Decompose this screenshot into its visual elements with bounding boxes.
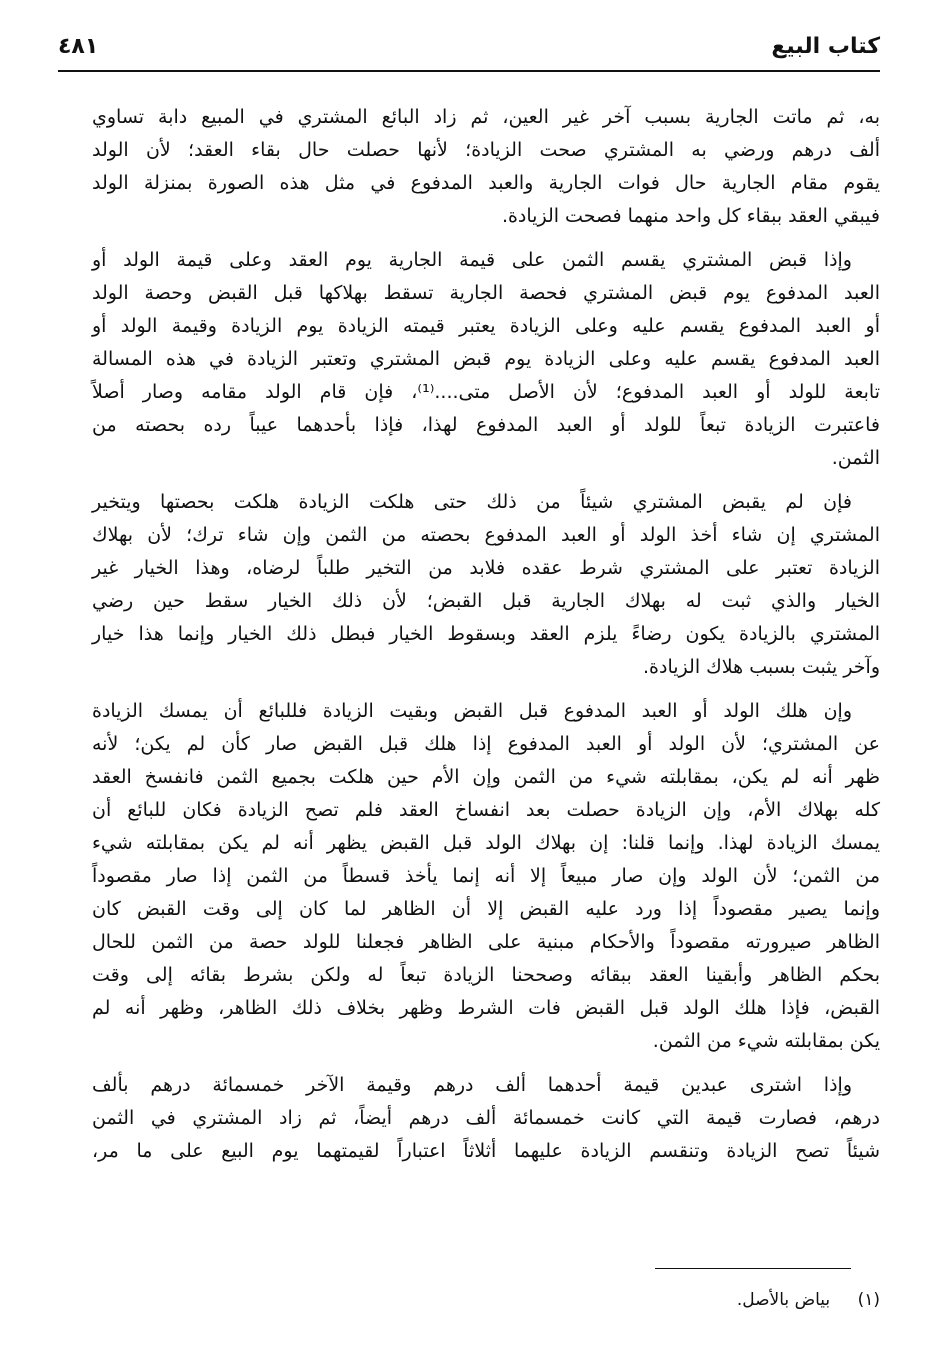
text-line: من الثمن؛ لأن الولد وإن صار مبيعاً إلا أنه إنما يأخذ قسطاً من الثمن إذا صار مقصوداً xyxy=(92,865,880,887)
text-line: يمسك الزيادة لهذا. وإنما قلنا: إن بهلاك الولد قبل القبض يظهر أنه لم يكن بمقابلته شيء xyxy=(92,832,880,854)
text-line: الثمن. xyxy=(831,447,880,469)
text-line: عن المشتري؛ لأن الولد أو العبد المدفوع إذا هلك قبل القبض صار كأن لم يكن؛ لأنه xyxy=(92,733,880,755)
header-rule xyxy=(58,70,880,72)
paragraph xyxy=(92,244,880,475)
text-line: المشتري إن شاء أخذ الولد أو العبد المدفوع بحصته من الثمن وإن شاء ترك؛ لأن بهلاك xyxy=(92,524,880,546)
text-line: درهم، فصارت قيمة التي كانت خمسمائة ألف درهم أيضاً، ثم زاد المشتري في الثمن xyxy=(92,1107,880,1129)
text-line: بحكم الظاهر وأبقينا العقد ببقائه وصححنا الزيادة تبعاً له ولكن بشرط بقائه إلى وقت xyxy=(92,964,880,986)
paragraph xyxy=(92,695,880,1058)
text-line: أو العبد المدفوع يقسم عليه وعلى الزيادة يعتبر قيمته الزيادة يوم الزيادة وقيمة الولد أو xyxy=(92,315,880,337)
text-line: فاعتبرت الزيادة تبعاً للولد أو العبد المدفوع لهذا، فإذا بأحدهما عيباً رده بحصته من xyxy=(92,414,880,436)
text-line: كله بهلاك الأم، وإن الزيادة حصلت بعد انفساخ العقد فلم تصح الزيادة فكان للبائع أن xyxy=(92,799,880,821)
footnote xyxy=(737,1290,880,1310)
text-line: المشتري بالزيادة يكون رضاءً يلزم العقد وبسقوط الخيار فبطل ذلك الخيار وإنما هذا خيار xyxy=(92,623,880,645)
footnote-marker: (١) xyxy=(857,1290,880,1310)
text-line: وإذا اشترى عبدين قيمة أحدهما ألف درهم وقيمة الآخر خمسمائة درهم بألف xyxy=(92,1074,852,1096)
text-line: يقوم مقام الجارية حال فوات الجارية والعبد المدفوع في مثل هذه الصورة بمنزلة الولد xyxy=(92,172,880,194)
text-line: وإنما يصير مقصوداً إذا ورد عليه القبض إلا أن الظاهر لما كان إلى وقت القبض كان xyxy=(92,898,880,920)
text-line: ألف درهم ورضي به المشتري صحت الزيادة؛ لأنها حصلت حال بقاء العقد؛ لأن الولد xyxy=(92,139,880,161)
text-line: شيئاً تصح الزيادة وتنقسم الزيادة عليهما أثلاثاً اعتباراً لقيمتهما يوم البيع على ما مر، xyxy=(92,1140,880,1162)
running-header xyxy=(58,28,880,70)
text-line: العبد المدفوع يوم قبض المشتري فحصة الجارية تسقط بهلاكها قبل القبض وحصة الولد xyxy=(92,282,880,304)
text-line: العبد المدفوع يقسم عليه وعلى الزيادة يوم قبض المشتري وتعتبر الزيادة في هذه المسالة xyxy=(92,348,880,370)
main-text xyxy=(92,101,880,1179)
text-line: وإذا قبض المشتري يقسم الثمن على قيمة الجارية يوم العقد وعلى قيمة الولد أو xyxy=(92,249,852,271)
footnote-rule xyxy=(655,1268,851,1269)
paragraph xyxy=(92,101,880,233)
text-line: الظاهر صيرورته مقصوداً والأحكام مبنية على الظاهر فجعلنا للولد حصة من الثمن للحال xyxy=(92,931,880,953)
paragraph xyxy=(92,1069,880,1168)
text-line: وإن هلك الولد أو العبد المدفوع قبل القبض وبقيت الزيادة فللبائع أن يمسك الزيادة xyxy=(92,700,852,722)
footnote-text: بياض بالأصل. xyxy=(736,1290,831,1310)
text-line: يكن بمقابلته شيء من الثمن. xyxy=(652,1030,880,1052)
paragraph xyxy=(92,486,880,684)
text-line: تابعة للولد أو العبد المدفوع؛ لأن الأصل متى....⁽¹⁾، فإن قام الولد مقامه وصار أصلاً xyxy=(92,381,881,403)
text-line: الزيادة تعتبر على المشتري شرط عقده فلابد من التخير طلباً لرضاه، وهذا الخيار غير xyxy=(92,557,880,579)
chapter-title: كتاب البيع xyxy=(771,34,880,59)
text-line: وآخر يثبت بسبب هلاك الزيادة. xyxy=(643,656,880,678)
text-line: الخيار والذي ثبت له بهلاك الجارية قبل القبض؛ لأن ذلك الخيار سقط حين رضي xyxy=(92,590,880,612)
text-line: فإن لم يقبض المشتري شيئاً من ذلك حتى هلكت الزيادة هلكت بحصتها ويتخير xyxy=(92,491,852,513)
text-line: فيبقي العقد ببقاء كل واحد منهما فصحت الزيادة. xyxy=(501,205,880,227)
text-line: ظهر أنه لم يكن، بمقابلته شيء من الثمن وإن الأم حين هلكت بجميع الثمن فانفسخ العقد xyxy=(92,766,880,788)
page-number: ٤٨١ xyxy=(58,34,99,59)
text-line: به، ثم ماتت الجارية بسبب آخر غير العين، ثم زاد البائع المشتري في المبيع دابة تساوي xyxy=(92,106,880,128)
text-line: القبض، فإذا هلك الولد قبل القبض فات الشرط وظهر بخلاف ذلك الظاهر، وظهر أنه لم xyxy=(92,997,880,1019)
